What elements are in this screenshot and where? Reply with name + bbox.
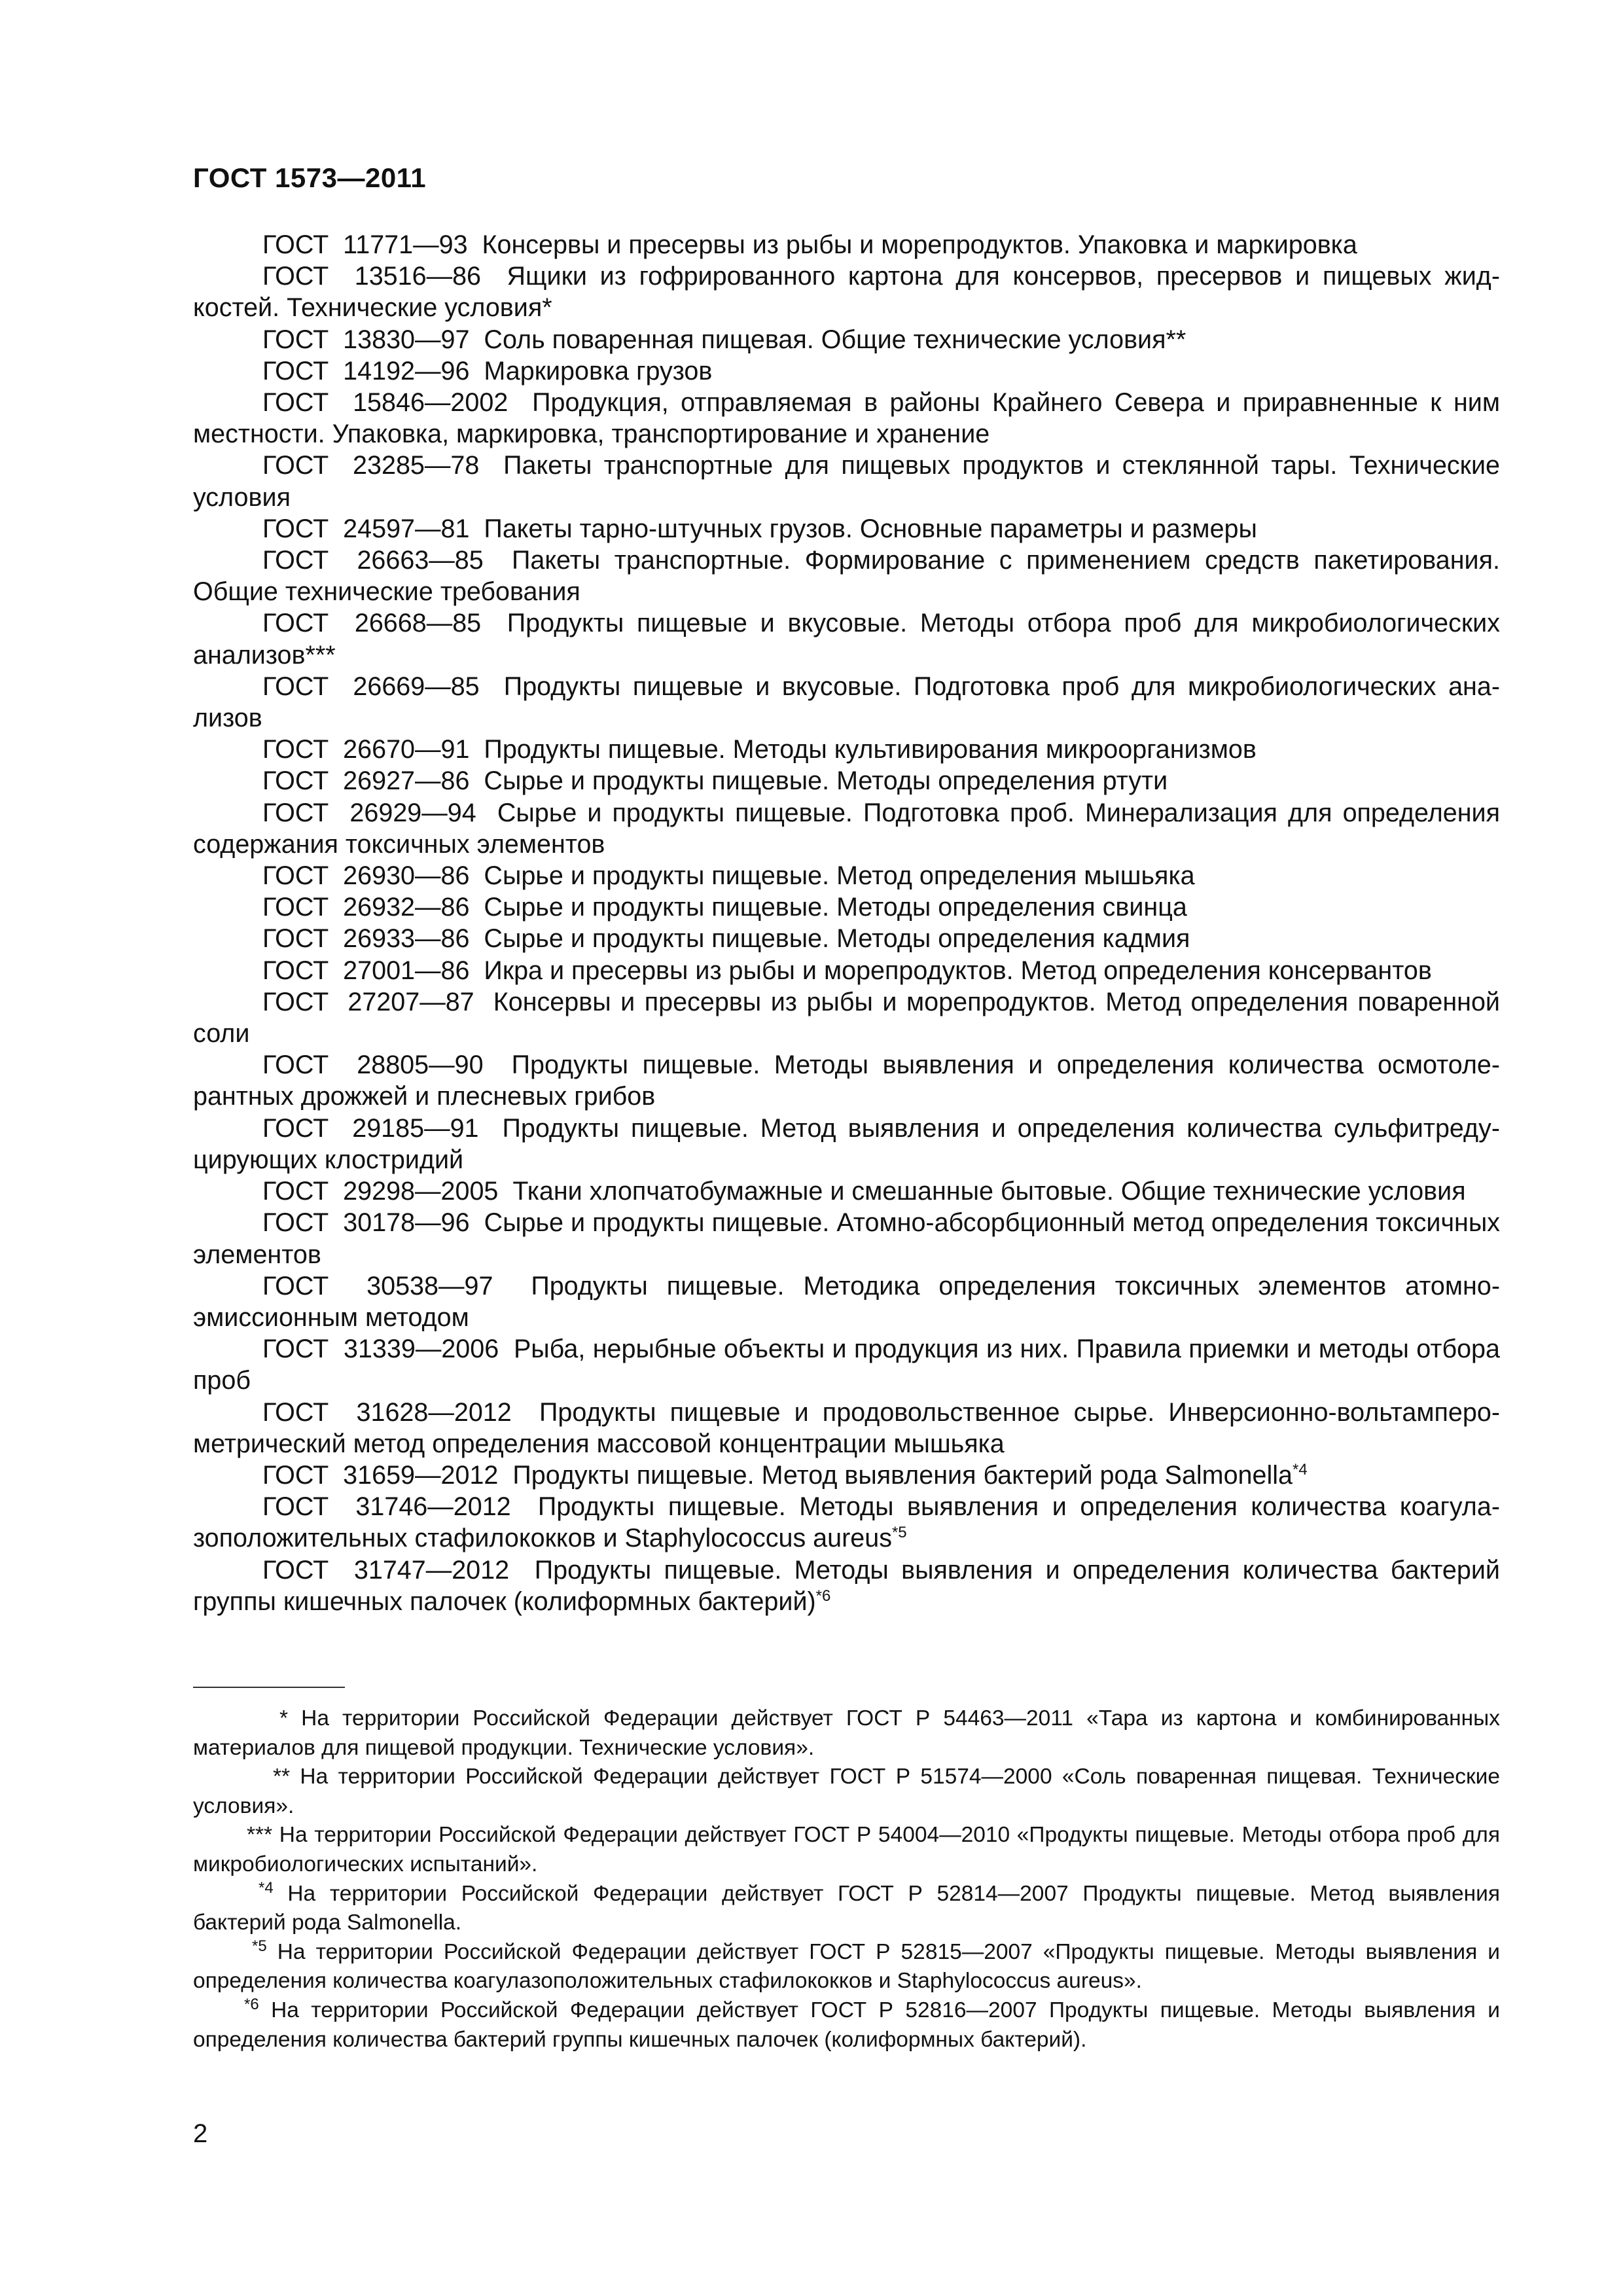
reference-item — [193, 450, 1500, 512]
reference-code: ГОСТ 31628—2012 — [262, 1397, 540, 1427]
reference-item — [193, 545, 1500, 607]
reference-code: ГОСТ 27207—87 — [262, 987, 493, 1016]
reference-title: Продукты пищевые. Методы выявления и определения количества осмотолерантных дрожжей и плесневых грибов — [193, 1050, 1500, 1111]
reference-title: Маркировка грузов — [484, 356, 713, 386]
reference-title: Консервы и пресервы из рыбы и морепродуктов. Упаковка и маркировка — [482, 230, 1357, 259]
reference-item — [193, 1207, 1500, 1270]
reference-code: ГОСТ 29185—91 — [262, 1113, 503, 1143]
reference-item — [193, 734, 1500, 765]
footnote-text: На территории Российской Федерации действует ГОСТ Р 51574—2000 «Соль поваренная пищевая. Технические условия». — [193, 1765, 1500, 1818]
reference-item — [193, 355, 1500, 387]
footnote-mark: *6 — [815, 1587, 831, 1605]
reference-title: Икра и пресервы из рыбы и морепродуктов. Метод определения консервантов — [484, 956, 1432, 985]
reference-title: Соль поваренная пищевая. Общие технические условия — [484, 325, 1166, 354]
reference-code: ГОСТ 15846—2002 — [262, 388, 533, 418]
footnote-mark: *** — [247, 1823, 273, 1848]
reference-item — [193, 765, 1500, 797]
reference-item — [193, 1397, 1500, 1460]
reference-code: ГОСТ 13830—97 — [262, 325, 484, 354]
reference-code: ГОСТ 11771—93 — [262, 230, 482, 259]
reference-title: Продукты пищевые. Методы культивирования микроорганизмов — [484, 735, 1257, 764]
reference-title: Пакеты тарно-штучных грузов. Основные параметры и размеры — [484, 514, 1257, 543]
footnote-mark: *6 — [244, 1995, 259, 2013]
reference-code: ГОСТ 26932—86 — [262, 893, 484, 922]
reference-item — [193, 1554, 1500, 1617]
reference-title: Продукция, отправляемая в районы Крайнего Севера и приравненные к ним местности. Упаковка, маркировка, транспортирование и хранение — [193, 388, 1500, 449]
reference-title: Продукты пищевые и вкусовые. Подготовка проб для микробиологических анализов — [193, 672, 1500, 733]
footnote — [193, 1821, 1500, 1879]
reference-code: ГОСТ 26929—94 — [262, 798, 497, 827]
footnote-mark: *5 — [891, 1524, 907, 1542]
reference-code: ГОСТ 26933—86 — [262, 924, 484, 954]
reference-title: Пакеты транспортные для пищевых продуктов и стеклянной тары. Технические условия — [193, 451, 1500, 512]
reference-title: Продукты пищевые. Методы выявления и определения количества бактерий группы кишечных палочек (колиформных бактерий) — [193, 1555, 1500, 1616]
reference-item — [193, 260, 1500, 323]
reference-item — [193, 891, 1500, 923]
reference-code: ГОСТ 26670—91 — [262, 735, 484, 764]
reference-title: Продукты пищевые. Метод выявления и определения количества сульфитредуцирующих клостридий — [193, 1113, 1500, 1174]
reference-code: ГОСТ 31747—2012 — [262, 1555, 535, 1585]
reference-code: ГОСТ 26663—85 — [262, 546, 512, 575]
reference-code: ГОСТ 13516—86 — [262, 262, 507, 291]
reference-title: Продукты пищевые. Методы выявления и определения количества коагулазоположительных стафилококков и Staphylococcus aureus — [193, 1492, 1500, 1553]
reference-title: Сырье и продукты пищевые. Методы определения свинца — [484, 893, 1187, 922]
footnote-mark: *4 — [259, 1878, 274, 1897]
reference-code: ГОСТ 29298—2005 — [262, 1177, 513, 1206]
reference-title: Консервы и пресервы из рыбы и морепродуктов. Метод определения поваренной соли — [193, 987, 1500, 1049]
reference-item — [193, 607, 1500, 670]
footnote-text: На территории Российской Федерации действует ГОСТ Р 52816—2007 Продукты пищевые. Методы выявления и определения количества бактерий группы кишечных палочек (колиформных бактерий). — [193, 1998, 1500, 2052]
reference-title: Продукты пищевые. Методика определения токсичных элементов атомно-эмиссионным методом — [193, 1271, 1500, 1332]
reference-title: Продукты пищевые. Метод выявления бактерий рода Salmonella — [512, 1460, 1293, 1490]
footnote — [193, 1763, 1500, 1821]
reference-title: Сырье и продукты пищевые. Метод определения мышьяка — [484, 861, 1195, 891]
reference-code: ГОСТ 30538—97 — [262, 1271, 531, 1300]
reference-code: ГОСТ 26930—86 — [262, 861, 484, 891]
reference-item — [193, 1491, 1500, 1554]
reference-item — [193, 860, 1500, 891]
reference-item — [193, 1333, 1500, 1396]
footnotes — [193, 1704, 1500, 2054]
footnote — [193, 1704, 1500, 1763]
footnote-mark: * — [542, 293, 552, 323]
footnote-mark: *** — [305, 640, 336, 670]
footnote-text: На территории Российской Федерации действует ГОСТ Р 52814—2007 Продукты пищевые. Метод выявления бактерий рода Salmonella. — [193, 1881, 1500, 1935]
reference-code: ГОСТ 23285—78 — [262, 451, 504, 480]
reference-title: Рыба, нерыбные объекты и продукция из них. Правила приемки и методы отбора проб — [193, 1335, 1500, 1395]
footnote-text: На территории Российской Федерации действует ГОСТ Р 54463—2011 «Тара из картона и комбинированных материалов для пищевой продукции. Технические условия». — [193, 1706, 1500, 1760]
reference-item — [193, 1049, 1500, 1112]
reference-item — [193, 1175, 1500, 1207]
reference-title: Сырье и продукты пищевые. Методы определения ртути — [484, 766, 1168, 796]
reference-code: ГОСТ 27001—86 — [262, 956, 484, 985]
footnote — [193, 1938, 1500, 1996]
reference-item — [193, 923, 1500, 954]
page-number: 2 — [193, 2119, 208, 2148]
reference-title: Ящики из гофрированного картона для консервов, пресервов и пищевых жидкостей. Технические условия — [193, 262, 1500, 323]
reference-title: Пакеты транспортные. Формирование с применением средств пакетирования. Общие технические требования — [193, 546, 1500, 607]
reference-title: Продукты пищевые и вкусовые. Методы отбора проб для микробиологических анализов — [193, 609, 1500, 670]
reference-code: ГОСТ 28805—90 — [262, 1050, 512, 1080]
normative-references-list — [193, 229, 1500, 1617]
footnote-mark: * — [279, 1706, 289, 1731]
reference-item — [193, 513, 1500, 545]
footnote-mark: *5 — [252, 1937, 267, 1955]
footnote-text: На территории Российской Федерации действует ГОСТ Р 52815—2007 «Продукты пищевые. Методы выявления и определения количества коагулазоположительных стафилококков и Staphylococcus aureus». — [193, 1939, 1500, 1994]
reference-item — [193, 797, 1500, 860]
reference-code: ГОСТ 30178—96 — [262, 1208, 484, 1238]
reference-title: Сырье и продукты пищевые. Атомно-абсорбционный метод определения токсичных элементов — [193, 1208, 1500, 1269]
footnote-mark: *4 — [1293, 1460, 1308, 1479]
reference-code: ГОСТ 24597—81 — [262, 514, 484, 543]
footnote — [193, 1880, 1500, 1938]
reference-item — [193, 955, 1500, 986]
reference-code: ГОСТ 26669—85 — [262, 672, 504, 701]
reference-item — [193, 387, 1500, 450]
page-header: ГОСТ 1573—2011 — [193, 162, 427, 193]
footnote-separator — [193, 1687, 345, 1688]
reference-item — [193, 1270, 1500, 1333]
reference-code: ГОСТ 31339—2006 — [262, 1335, 514, 1364]
reference-item — [193, 671, 1500, 734]
reference-code: ГОСТ 31659—2012 — [262, 1460, 513, 1490]
reference-item — [193, 1113, 1500, 1175]
reference-code: ГОСТ 14192—96 — [262, 356, 484, 386]
reference-title: Сырье и продукты пищевые. Подготовка проб. Минерализация для определения содержания токсичных элементов — [193, 798, 1500, 859]
reference-title: Ткани хлопчатобумажные и смешанные бытовые. Общие технические условия — [512, 1177, 1466, 1206]
reference-code: ГОСТ 26668—85 — [262, 609, 507, 638]
reference-item — [193, 1460, 1500, 1491]
footnote-mark: ** — [1166, 325, 1186, 354]
reference-item — [193, 986, 1500, 1049]
reference-title: Сырье и продукты пищевые. Методы определения кадмия — [484, 924, 1190, 954]
reference-item — [193, 324, 1500, 355]
reference-code: ГОСТ 26927—86 — [262, 766, 484, 796]
reference-code: ГОСТ 31746—2012 — [262, 1492, 538, 1522]
footnote-text: На территории Российской Федерации действует ГОСТ Р 54004—2010 «Продукты пищевые. Методы отбора проб для микробиологических испытаний». — [193, 1823, 1500, 1876]
footnote-mark: ** — [273, 1765, 291, 1789]
reference-title: Продукты пищевые и продовольственное сырье. Инверсионно-вольтампеpoметрический метод определения массовой концентрации мышьяка — [193, 1397, 1500, 1458]
footnote — [193, 1996, 1500, 2054]
reference-item — [193, 229, 1500, 260]
